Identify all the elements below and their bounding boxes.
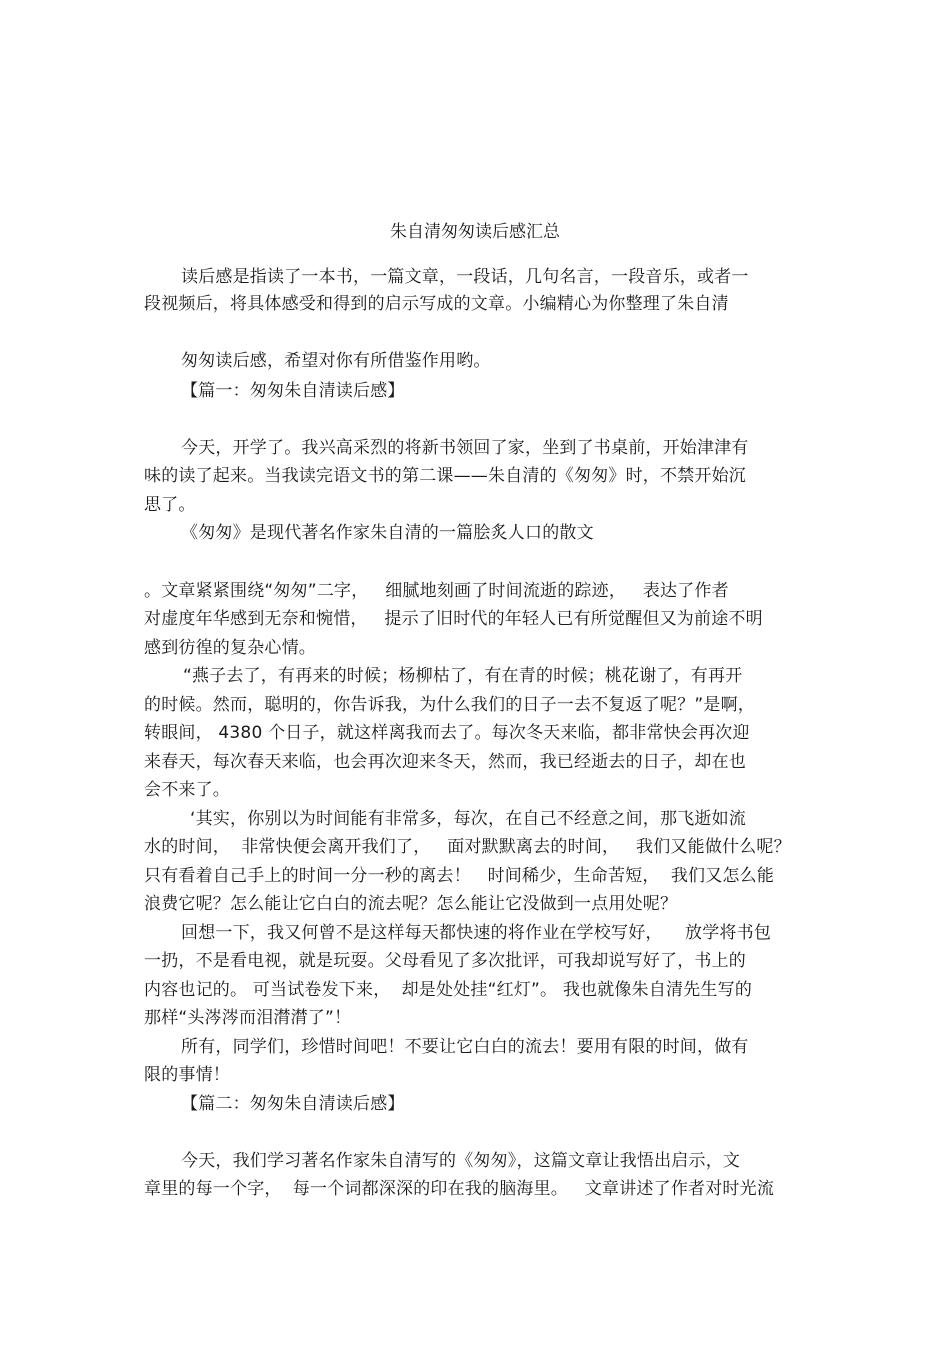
document-title: 朱自清匆匆读后感汇总 [390, 222, 560, 242]
text-line: 今天，我们学习著名作家朱自清写的《匆匆》，这篇文章让我悟出启示，文 [181, 1151, 741, 1171]
text-line: 的时候。然而，聪明的，你告诉我，为什么我们的日子一去不复返了呢？”是啊， [144, 695, 756, 715]
text-line: 会不来了。 [144, 780, 230, 800]
text-line: 所有，同学们，珍惜时间吧！不要让它白白的流去！要用有限的时间，做有 [181, 1037, 749, 1057]
text-line: 内容也记的。 可当试卷发下来， 却是处处挂“红灯”。 我也就像朱自清先生写的 [144, 980, 753, 1000]
text-line: 来春天，每次春天来临，也会再次迎来冬天，然而，我已经逝去的日子，却在也 [144, 752, 746, 772]
section-heading: 【篇一：匆匆朱自清读后感】 [181, 381, 405, 401]
text-line: ‘其实，你别以为时间能有非常多，每次，在自己不经意之间，那飞逝如流 [190, 809, 747, 829]
text-line: 。文章紧紧围绕“匆匆”二字， 细腻地刻画了时间流逝的踪迹， 表达了作者 [144, 581, 729, 601]
text-line: 感到彷徨的复杂心情。 [144, 638, 316, 658]
text-line: 水的时间， 非常快便会离开我们了， 面对默默离去的时间， 我们又能做什么呢？ [144, 837, 791, 857]
text-line: 章里的每一个字， 每一个词都深深的印在我的脑海里。 文章讲述了作者对时光流 [144, 1179, 775, 1199]
text-line: 味的读了起来。当我读完语文书的第二课——朱自清的《匆匆》时，不禁开始沉 [144, 466, 746, 486]
text-line: 匆匆读后感，希望对你有所借鉴作用哟。 [181, 351, 491, 371]
text-line: 只有看着自己手上的时间一分一秒的离去！ 时间稀少，生命苦短， 我们又怎么能 [144, 866, 775, 886]
text-line: 限的事情！ [144, 1065, 230, 1085]
text-line: 读后感是指读了一本书，一篇文章，一段话，几句名言，一段音乐，或者一 [181, 267, 749, 287]
text-line: 思了。 [144, 495, 196, 515]
text-line: “燕子去了，有再来的时候；杨柳枯了，有在青的时候；桃花谢了，有再开 [183, 666, 743, 686]
text-line: 《匆匆》是现代著名作家朱自清的一篇脍炙人口的散文 [181, 523, 594, 543]
text-line: 回想一下，我又何曾不是这样每天都快速的将作业在学校写好， 放学将书包 [181, 923, 772, 943]
text-line: 那样“头涔涔而泪潸潸了”！ [144, 1008, 352, 1028]
text-line: 段视频后，将具体感受和得到的启示写成的文章。小编精心为你整理了朱自清 [144, 294, 729, 314]
text-line: 今天，开学了。我兴高采烈的将新书领回了家，坐到了书桌前，开始津津有 [181, 438, 749, 458]
text-line: 浪费它呢？怎么能让它白白的流去呢？怎么能让它没做到一点用处呢？ [144, 894, 678, 914]
text-line: 转眼间， 4380 个日子，就这样离我而去了。每次冬天来临，都非常快会再次迎 [144, 723, 750, 743]
text-line: 对虚度年华感到无奈和惋惜， 提示了旧时代的年轻人已有所觉醒但又为前途不明 [144, 609, 763, 629]
text-line: 一扔，不是看电视，就是玩耍。父母看见了多次批评，可我却说写好了，书上的 [144, 951, 746, 971]
section-heading: 【篇二：匆匆朱自清读后感】 [181, 1094, 405, 1114]
